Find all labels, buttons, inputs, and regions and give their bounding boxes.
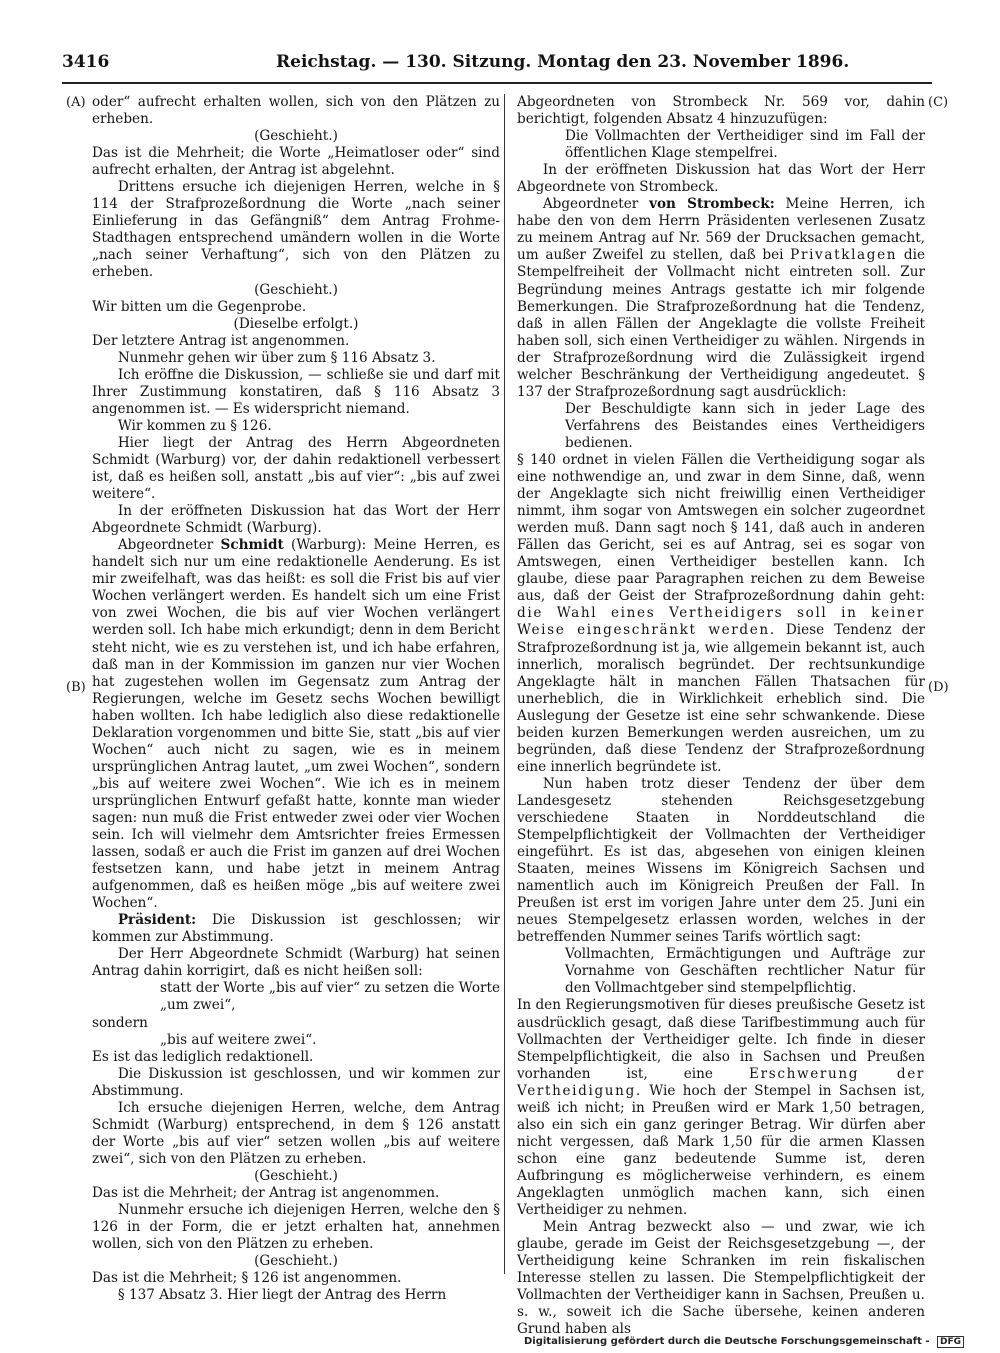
speech-text: Meine Herren, ich habe den von dem Herrn Präsidenten verlesenen Zusatz zu meinem Antrag auf Nr. 569 der Drucksachen gemacht, um außer Zweifel zu stellen, daß bei <box>517 196 925 264</box>
credit-text: Digitalisierung gefördert durch die Deutsche Forschungsgemeinschaft - <box>523 1336 930 1347</box>
stage-direction: (Geschieht.) <box>254 1167 338 1184</box>
paragraph: Das ist die Mehrheit; die Worte „Heimatloser oder“ sind aufrecht erhalten, der Antrag ist abgelehnt. <box>92 145 500 179</box>
quoted-text: Die Vollmachten der Vertheidiger sind im Fall der öffentlichen Klage stempelfrei. <box>565 128 925 162</box>
stage-direction: (Geschieht.) <box>254 281 338 298</box>
right-column <box>517 94 925 1338</box>
left-column <box>92 94 500 1304</box>
speech-text: Die Diskussion ist geschlossen; wir kommen zur Abstimmung. <box>92 912 500 946</box>
paragraph: Nunmehr gehen wir über zum § 116 Absatz 3. <box>117 349 436 366</box>
dfg-logo: DFG <box>937 1336 964 1348</box>
emphasis: Erschwerung der Vertheidigung. <box>517 1065 925 1099</box>
speech-paragraph <box>92 912 500 946</box>
margin-marker-a: (A) <box>66 95 86 110</box>
page-header <box>62 48 932 76</box>
paragraph: Hier liegt der Antrag des Herrn Abgeordneten Schmidt (Warburg) vor, der dahin redaktionell verbessert ist, daß es heißen soll, anstatt „bis auf vier“: „bis auf zwei weitere“. <box>92 434 500 503</box>
speech-text: Wie hoch der Stempel in Sachsen ist, weiß ich nicht; in Preußen wird er Mark 1,50 betragen, also ein sich ein ganz geringer Betrag. Wir dürfen aber nicht vergessen, daß Mark 1,50 für die armen Klassen schon eine ganz bedeutende Summe ist, deren Aufbringung es möglicherweise verhindern, es einem Angeklagten unmöglich machen kann, sich einen Vertheidiger zu nehmen. <box>517 1082 925 1219</box>
paragraph: Ich ersuche diejenigen Herren, welche, dem Antrag Schmidt (Warburg) entsprechend, in dem § 126 anstatt der Worte „bis auf vier“ setzen wollen „bis auf weitere zwei“, sich von den Plätzen zu erheben. <box>92 1099 500 1167</box>
speech-text: die Stempelfreiheit der Vollmacht nicht eintreten soll. Zur Begründung meines Antrags gestatte ich mir folgende Bemerkungen. Die Strafprozeßordnung hat die Tendenz, daß in allen Fällen der Angeklagte die vollste Freiheit haben soll, sich einen Vertheidiger zu wählen. Nirgends in der Strafprozeßordnung wird die Zulässigkeit irgend welcher Beschränkung der Vertheidigung angedeutet. § 137 der Strafprozeßordnung sagt ausdrücklich: <box>517 247 925 400</box>
speech-text: § 140 ordnet in vielen Fällen die Vertheidigung sogar als eine nothwendige an, und zwar in dem Sinne, daß, wenn der Angeklagte sich nicht freiwillig einen Vertheidiger nimmt, ihm sogar von Amtswegen ein solcher zugeordnet werden muß. Dann sagt noch § 141, daß auch in anderen Fällen das Gericht, sei es auf Antrag, sei es sogar von Amtswegen, einen Vertheidiger bestellen kann. Ich glaube, diese paar Paragraphen reichen zu dem Beweise aus, daß der Geist der Strafprozeßordnung dahin geht: <box>517 451 925 605</box>
margin-marker-b: (B) <box>66 680 86 695</box>
paragraph: oder“ aufrecht erhalten wollen, sich von den Plätzen zu erheben. <box>92 94 500 128</box>
paragraph: Der letztere Antrag ist angenommen. <box>92 332 350 349</box>
speaker-name: von Strombeck: <box>649 196 775 213</box>
emphasis: die Wahl eines Vertheidigers soll in keiner Weise eingeschränkt werden. <box>517 605 925 639</box>
running-title: Reichstag. — 130. Sitzung. Montag den 23. November 1896. <box>276 52 850 72</box>
speech-paragraph <box>517 196 925 401</box>
quoted-text: statt der Worte „bis auf vier“ zu setzen die Worte „um zwei“, <box>160 980 501 1014</box>
paragraph: Nun haben trotz dieser Tendenz der über dem Landesgesetz stehenden Reichsgesetzgebung verschiedene Staaten in Norddeutschland die Stempelpflichtigkeit der Vollmachten der Vertheidiger eingeführt. Es ist das, abgesehen von einigen kleinen Staaten, meines Wissens im Königreich Sachsen und namentlich auch im Königreich Preußen der Fall. In Preußen ist erst im vorigen Jahre unter dem 25. Juni ein neues Stempelgesetz erlassen worden, welches in der betreffenden Nummer seines Tarifs wörtlich sagt: <box>517 775 925 946</box>
paragraph: Drittens ersuche ich diejenigen Herren, welche in § 114 der Strafprozeßordnung die Worte „nach seiner Einlieferung in das Gefängniß“ dem Antrag Frohme-Stadthagen entsprechend umändern wollen in die Worte „nach seiner Verhaftung“, sich von den Plätzen zu erheben. <box>92 179 500 281</box>
column-divider <box>504 94 505 1274</box>
speech-text: Diese Tendenz der Strafprozeßordnung ist ja, wie allgemein bekannt ist, auch innerlich, moralisch begründet. Der rechtsunkundige Angeklagte hält in manchen Fällen Thatsachen für unerheblich, die in Wirklichkeit erheblich sind. Die Auslegung der Gesetze ist eine sehr schwankende. Diese beiden kurzen Bemerkungen werden ausreichen, um zu begründen, daß diese Tendenz der Strafprozeßordnung eine innerlich begründete ist. <box>517 622 926 775</box>
speaker-intro: Abgeordneter <box>117 537 221 554</box>
paragraph: Abgeordneten von Strombeck Nr. 569 vor, dahin berichtigt, folgenden Absatz 4 hinzuzufügen: <box>517 94 925 128</box>
speech-paragraph <box>517 452 925 776</box>
paragraph: Das ist die Mehrheit; § 126 ist angenommen. <box>92 1270 402 1287</box>
stage-direction: (Geschieht.) <box>254 1253 338 1270</box>
paragraph: Das ist die Mehrheit; der Antrag ist angenommen. <box>92 1185 440 1201</box>
speaker-name: Präsident: <box>117 912 197 929</box>
speech-paragraph <box>517 997 925 1219</box>
stage-direction: (Geschieht.) <box>254 128 338 145</box>
paragraph: Nunmehr ersuche ich diejenigen Herren, welche den § 126 in der Form, die er jetzt erhalten hat, annehmen wollen, sich von den Plätzen zu erheben. <box>92 1202 500 1253</box>
paragraph: Ich eröffne die Diskussion, — schließe sie und darf mit Ihrer Zustimmung konstatiren, daß § 116 Absatz 3 angenommen ist. — Es widerspricht niemand. <box>92 366 500 417</box>
paragraph: Wir kommen zu § 126. <box>117 417 272 434</box>
paragraph: sondern <box>92 1014 148 1031</box>
paragraph: Der Herr Abgeordnete Schmidt (Warburg) hat seinen Antrag dahin korrigirt, daß es nicht heißen soll: <box>92 946 500 980</box>
header-rule <box>62 82 932 84</box>
paragraph: § 137 Absatz 3. Hier liegt der Antrag des Herrn <box>117 1287 447 1304</box>
paragraph: In der eröffneten Diskussion hat das Wort der Herr Abgeordnete Schmidt (Warburg). <box>92 503 500 537</box>
digitization-credit <box>524 1336 964 1348</box>
page-number: 3416 <box>62 52 110 72</box>
speaker-intro: Abgeordneter <box>542 196 650 213</box>
paragraph: Die Diskussion ist geschlossen, und wir kommen zur Abstimmung. <box>92 1065 500 1099</box>
paragraph: Es ist das lediglich redaktionell. <box>92 1048 314 1065</box>
paragraph: In der eröffneten Diskussion hat das Wort der Herr Abgeordnete von Strombeck. <box>517 162 925 196</box>
quoted-text: Der Beschuldigte kann sich in jeder Lage des Verfahrens des Beistandes eines Vertheidigers bedienen. <box>565 400 925 451</box>
paragraph: Mein Antrag bezweckt also — und zwar, wie ich glaube, gerade im Geist der Reichsgesetzgebung —, der Vertheidigung keine Schranken im rein fiskalischen Interesse stellen zu lassen. Die Stempelpflichtigkeit der Vollmachten der Vertheidiger kann in Sachsen, Preußen u. s. w., soweit ich die Sache übersehe, keinen anderen Grund haben als <box>517 1219 925 1338</box>
speech-text: (Warburg): Meine Herren, es handelt sich nur um eine redaktionelle Aenderung. Es ist mir zweifelhaft, was das heißt: es soll die Frist bis auf vier Wochen verlängert werden. Es handelt sich um eine Frist von zwei Wochen, die bis auf vier Wochen verlängert werden soll. Ich habe mich erkundigt; denn in dem Bericht steht nicht, wie es zu verstehen ist, und ich habe erfahren, daß man in der Kommission im ganzen nur vier Wochen hat zugestehen wollen im Gegensatz zum Antrag der Regierungen, welche im Gesetz sechs Wochen bewilligt haben wollten. Ich habe lediglich also diese redaktionelle Deklaration vorgenommen und bitte Sie, statt „bis auf vier Wochen“ auch nicht zu sagen, wie es in meinem ursprünglichen Antrag lautet, „um zwei Wochen“, sondern „bis auf weitere zwei Wochen“. Wie ich es in meinem ursprünglichen Entwurf gefaßt hatte, konnte man wieder sagen: nun muß die Frist entweder zwei oder vier Wochen sein. Ich will vielmehr dem Amtsrichter freies Ermessen lassen, sodaß er auch die Frist im ganzen auf drei Wochen festsetzen kann, und habe jetzt in meinem Antrag aufgenommen, daß es heißen möge „bis auf weitere zwei Wochen“. <box>92 537 501 912</box>
stage-direction: (Dieselbe erfolgt.) <box>233 315 359 332</box>
quoted-text: Vollmachten, Ermächtigungen und Aufträge zur Vornahme von Geschäften rechtlicher Natur für den Vollmachtgeber sind stempelpflichtig. <box>565 946 925 997</box>
margin-marker-c: (C) <box>928 95 949 110</box>
speech-paragraph <box>92 537 500 912</box>
speech-text: In den Regierungsmotiven für dieses preußische Gesetz ist ausdrücklich gesagt, daß diese Tarifbestimmung auch für Vollmachten der Vertheidiger gelte. Ich finde in dieser Stempelpflichtigkeit, die also in Sachsen und Preußen vorhanden ist, eine <box>517 997 925 1082</box>
emphasis: Privatklagen <box>790 247 898 264</box>
margin-marker-d: (D) <box>928 680 949 695</box>
speaker-name: Schmidt <box>220 537 284 554</box>
quoted-text: „bis auf weitere zwei“. <box>160 1031 317 1048</box>
paragraph: Wir bitten um die Gegenprobe. <box>92 298 307 315</box>
